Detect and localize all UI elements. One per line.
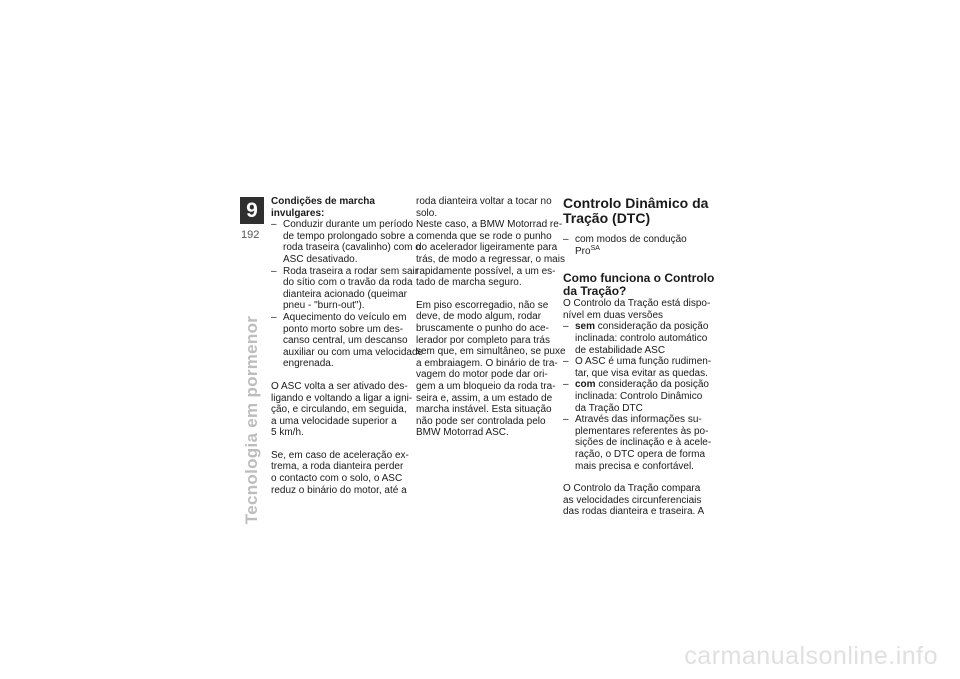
text-column-1 (271, 196, 424, 496)
text-column-2 (416, 196, 566, 439)
list-item: – Através das informações su- plementares referentes às po- sições de inclinação e à acele- ração, o DTC opera de forma mais precisa e confortável. (563, 414, 712, 472)
paragraph: O ASC volta a ser ativado des- ligando e voltando a ligar a igni- ção, e circulando, em seguida, a uma velocidade superior a 5 km/h. (271, 380, 413, 439)
paragraph: O Controlo da Tração está dispo- nível em duas versões (563, 298, 711, 321)
list-item: – sem consideração da posição inclinada: controlo automático de estabilidade ASC (563, 321, 709, 356)
page-number: 192 (241, 229, 260, 241)
list-item: – Aquecimento do veículo em ponto morto sobre um des- canso central, um descanso auxiliar ou com uma velocidade engrenada. (271, 311, 424, 370)
list-item: – O ASC é uma função rudimen- tar, que visa evitar as quedas. (563, 356, 712, 379)
paragraph: O Controlo da Tração compara as velocidades circunferenciais das rodas dianteira e traseira. A (563, 483, 705, 518)
list-item: – com modos de condução Pro$^{SA}$ (563, 234, 687, 257)
list-item: – Conduzir durante um período de tempo prolongado sobre a roda traseira (cavalinho) com o ASC desativado. (271, 219, 421, 265)
heading-dtc: Controlo Dinâmico da Tração (DTC) (563, 195, 709, 226)
list-item: – com consideração da posição inclinada: Controlo Dinâmico da Tração DTC (563, 379, 709, 414)
chapter-number: 9 (246, 199, 258, 222)
text-column-3 (563, 195, 715, 518)
paragraph: Em piso escorregadio, não se deve, de modo algum, rodar bruscamente o punho do ace- lerador por completo para trás sem que, em simultâneo, se puxe a embraiagem. O binário de tra- vagem do motor pode dar ori- gem a um bloqueio da roda tra- seira e, assim, a um estado de marcha instável. Esta situação não pode ser controlada pelo BMW Motorrad ASC. (416, 299, 566, 439)
list-item: – Roda traseira a rodar sem sair do sítio com o travão da roda dianteira acionado (queimar pneu - "burn-out"). (271, 265, 419, 312)
watermark: carmanualsonline.info (684, 642, 938, 670)
heading-unusual-conditions: Condições de marcha invulgares: (271, 196, 375, 219)
paragraph: Se, em caso de aceleração ex- trema, a roda dianteira perder o contacto com o solo, o ASC reduz o binário do motor, até a (271, 449, 409, 496)
section-title: Tecnologia em pormenor (242, 315, 261, 525)
heading-how-it-works: Como funciona o Controlo da Tração? (563, 271, 715, 299)
paragraph: roda dianteira voltar a tocar no solo. Neste caso, a BMW Motorrad re- comenda que se rode o punho do acelerador ligeiramente para trás, de modo a regressar, o mais rapidamente possível, a um es- tado de marcha seguro. (416, 196, 565, 289)
chapter-number-badge (240, 197, 264, 224)
